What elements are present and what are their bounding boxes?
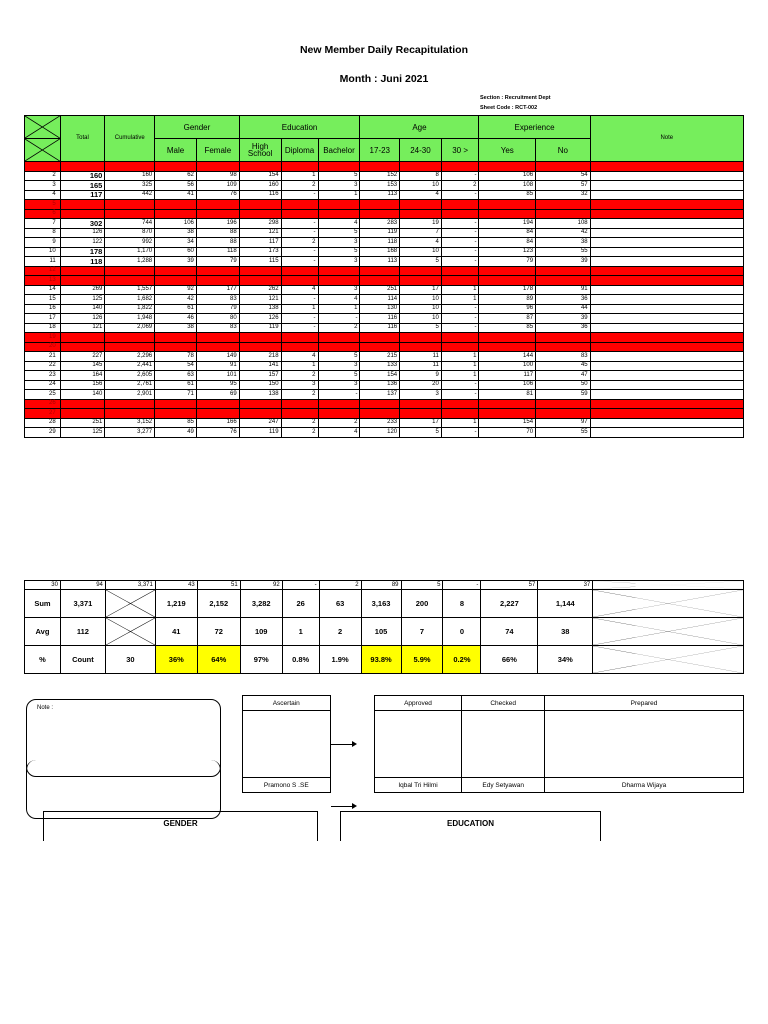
note-cell[interactable]: [590, 247, 743, 257]
approved-signature: [374, 711, 462, 778]
table-row: 25 140 2,901 71 69 138 2 - 137 3 - 81 59: [25, 390, 744, 400]
table-row: 8 126 870 38 88 121 - 5 119 7 - 84 42: [25, 228, 744, 238]
report-month: Month : Juni 2021: [339, 73, 429, 85]
prepared-label: Prepared: [545, 696, 744, 711]
table-row: 18 121 2,069 38 83 119 - 2 116 5 - 85 36: [25, 323, 744, 333]
prepared-name: Dharma Wijaya: [545, 778, 744, 793]
age-header: Age: [360, 116, 479, 139]
table-row: 21 227 2,296 78 149 218 4 5 215 11 1 144 83: [25, 352, 744, 362]
note-cell[interactable]: [590, 409, 743, 419]
avg-cumulative-cross: [105, 618, 155, 646]
ascertain-name: Pramono S .SE: [243, 778, 331, 793]
pct-note-cross: [593, 646, 744, 674]
table-row: 3 165 325 56 109 160 2 3 153 10 2 108 57: [25, 181, 744, 191]
education-header: Education: [239, 116, 360, 139]
signature-table: [242, 695, 744, 793]
sum-cumulative-cross: [105, 590, 155, 618]
note-cell[interactable]: [590, 304, 743, 314]
note-cell[interactable]: [590, 390, 743, 400]
cumulative-header: Cumulative: [105, 116, 155, 162]
note-cell[interactable]: [590, 228, 743, 238]
ascertain-signature: [243, 711, 331, 778]
note-header: Note: [590, 116, 743, 162]
checked-signature: [462, 711, 545, 778]
daily-table: [24, 115, 744, 438]
table-row: 6: [25, 209, 744, 219]
summary-table: [24, 580, 744, 674]
total-header: Total: [60, 116, 105, 162]
table-row: 23 164 2,605 63 101 157 2 5 154 9 1 117 47: [25, 371, 744, 381]
gender-chart-title: GENDER: [43, 811, 318, 841]
note-cell[interactable]: [590, 162, 743, 172]
table-row: 26: [25, 399, 744, 409]
note-label: Note :: [37, 705, 54, 711]
table-row: 20: [25, 342, 744, 352]
percent-row: % Count 30 36% 64% 97% 0.8% 1.9% 93.8% 5.9% 0.2% 66% 34%: [25, 646, 744, 674]
note-cell[interactable]: [590, 314, 743, 324]
note-cell[interactable]: [590, 342, 743, 352]
sum-note-cross: [593, 590, 744, 618]
checked-label: Checked: [462, 696, 545, 711]
note-cell[interactable]: [590, 266, 743, 276]
education-chart-title: EDUCATION: [340, 811, 601, 841]
note-cell[interactable]: [590, 181, 743, 191]
note-cell[interactable]: [590, 238, 743, 248]
note-cell[interactable]: [590, 333, 743, 343]
table-row: 17 126 1,948 46 80 126 - - 116 10 - 87 39: [25, 314, 744, 324]
table-row: 11 118 1,288 39 79 115 - 3 113 5 - 79 39: [25, 257, 744, 267]
table-row: 13: [25, 276, 744, 286]
sum-row: Sum 3,371 1,219 2,152 3,282 26 63 3,163 200 8 2,227 1,144: [25, 590, 744, 618]
section-label: Section : Recruitment Dept: [480, 95, 551, 101]
note-cell[interactable]: [590, 285, 743, 295]
male-header: Male: [155, 139, 197, 162]
approved-name: Iqbal Tri Hilmi: [374, 778, 462, 793]
table-row: 7 302 744 106 196 298 - 4 283 19 - 194 108: [25, 219, 744, 229]
diploma-header: Diploma: [281, 139, 318, 162]
note-cell[interactable]: [590, 428, 743, 438]
experience-yes-header: Yes: [479, 139, 536, 162]
ascertain-label: Ascertain: [243, 696, 331, 711]
note-cell[interactable]: [590, 190, 743, 200]
age-17-23-header: 17-23: [360, 139, 400, 162]
corner-cross-2: [25, 139, 61, 162]
note-cell[interactable]: [590, 380, 743, 390]
high-school-header: High School: [239, 139, 281, 162]
gender-header: Gender: [155, 116, 240, 139]
table-row: 28 251 3,152 85 166 247 2 2 233 17 1 154 97: [25, 418, 744, 428]
experience-header: Experience: [479, 116, 590, 139]
note-cell[interactable]: [590, 418, 743, 428]
note-cell[interactable]: [590, 371, 743, 381]
table-row: [25, 162, 744, 172]
note-cell[interactable]: [590, 171, 743, 181]
note-cell[interactable]: [590, 219, 743, 229]
table-row: 10 178 1,170 60 118 173 - 5 168 10 - 123 55: [25, 247, 744, 257]
corner-cross: [25, 116, 61, 139]
experience-no-header: No: [536, 139, 591, 162]
note-cell[interactable]: [590, 352, 743, 362]
table-row: 14 269 1,557 92 177 262 4 3 251 17 1 178 91: [25, 285, 744, 295]
female-header: Female: [196, 139, 239, 162]
note-cell[interactable]: [590, 323, 743, 333]
note-cell[interactable]: [590, 295, 743, 305]
table-row: 15 125 1,682 42 83 121 - 4 114 10 1 89 36: [25, 295, 744, 305]
table-row: 27: [25, 409, 744, 419]
table-row: 29 125 3,277 49 76 119 2 4 120 5 - 70 55: [25, 428, 744, 438]
table-row: 4 117 442 41 76 116 - 1 113 4 - 85 32: [25, 190, 744, 200]
note-cell[interactable]: [590, 361, 743, 371]
age-30-plus-header: 30 >: [441, 139, 479, 162]
note-cross: [593, 581, 744, 590]
table-row: 2 160 160 62 98 154 1 5 152 8 - 106 54: [25, 171, 744, 181]
table-row: 22 145 2,441 54 91 141 1 3 133 11 1 100 45: [25, 361, 744, 371]
avg-row: Avg 112 41 72 109 1 2 105 7 0 74 38: [25, 618, 744, 646]
table-row: 12: [25, 266, 744, 276]
table-row: 16 140 1,822 61 79 138 1 1 130 10 - 96 44: [25, 304, 744, 314]
arrow-right-icon: [331, 806, 355, 807]
checked-name: Edy Setyawan: [462, 778, 545, 793]
avg-note-cross: [593, 618, 744, 646]
note-cell[interactable]: [590, 276, 743, 286]
table-row: 24 156 2,761 61 95 150 3 3 136 20 - 106 50: [25, 380, 744, 390]
note-cell[interactable]: [590, 209, 743, 219]
note-cell[interactable]: [590, 257, 743, 267]
table-row: 19: [25, 333, 744, 343]
approved-label: Approved: [374, 696, 462, 711]
prepared-signature: [545, 711, 744, 778]
sheet-code: Sheet Code : RCT-002: [480, 105, 538, 111]
table-row: 9 122 992 34 88 117 2 3 118 4 - 84 38: [25, 238, 744, 248]
table-row: 5: [25, 200, 744, 210]
note-cell[interactable]: [590, 200, 743, 210]
bachelor-header: Bachelor: [318, 139, 360, 162]
report-title: New Member Daily Recapitulation: [299, 44, 469, 56]
note-cell[interactable]: [590, 399, 743, 409]
age-24-30-header: 24-30: [400, 139, 442, 162]
table-row: 30 94 3,371 43 51 92 - 2 89 5 - 57 37: [25, 581, 744, 590]
